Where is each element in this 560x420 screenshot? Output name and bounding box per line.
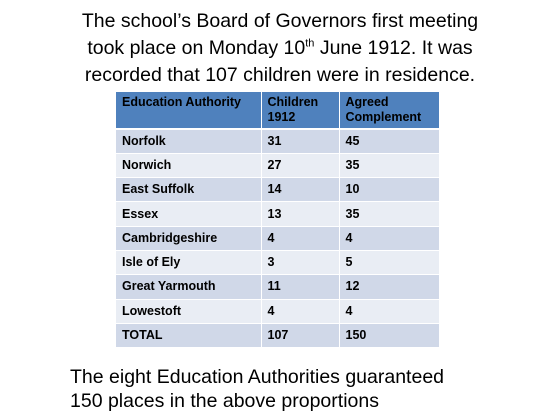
header-agreed-label: Agreed [345,95,389,109]
table-row [116,226,439,250]
agreed-cell: 5 [339,250,439,274]
table-row [116,178,439,202]
header-agreed-complement [339,92,439,129]
total-children-cell: 107 [261,323,339,347]
intro-ordinal-suffix: th [305,37,315,50]
authority-cell: East Suffolk [116,178,261,202]
children-cell: 27 [261,153,339,177]
children-cell: 4 [261,226,339,250]
education-authority-table [116,92,439,348]
header-children-label: Children [267,95,319,109]
intro-line-3: recorded that 107 children were in residence. [84,64,476,86]
header-complement-label: Complement [345,110,422,124]
table-row [116,299,439,323]
authority-cell: Lowestoft [116,299,261,323]
authority-cell: Isle of Ely [116,250,261,274]
agreed-cell: 12 [339,275,439,299]
total-label-cell: TOTAL [116,323,261,347]
outro-line-1: The eight Education Authorities guaranteed [70,366,445,388]
outro-line-2: 150 places in the above proportions [70,390,379,412]
header-children-1912 [261,92,339,129]
table-header-row [116,92,439,129]
table-row [116,275,439,299]
intro-paragraph [60,8,500,89]
authority-cell: Essex [116,202,261,226]
children-cell: 3 [261,250,339,274]
children-cell: 11 [261,275,339,299]
agreed-cell: 45 [339,129,439,153]
authority-cell: Norfolk [116,129,261,153]
total-agreed-cell: 150 [339,323,439,347]
children-cell: 14 [261,178,339,202]
authority-cell: Norwich [116,153,261,177]
children-cell: 4 [261,299,339,323]
children-cell: 13 [261,202,339,226]
intro-line-1: The school’s Board of Governors first meeting [81,10,479,32]
agreed-cell: 35 [339,202,439,226]
authority-cell: Cambridgeshire [116,226,261,250]
outro-paragraph [70,365,488,413]
table-row [116,202,439,226]
agreed-cell: 35 [339,153,439,177]
children-cell: 31 [261,129,339,153]
agreed-cell: 10 [339,178,439,202]
header-children-year: 1912 [267,110,296,124]
table-row [116,250,439,274]
table-row [116,129,439,153]
header-authority-label: Education Authority [122,95,241,109]
table-total-row [116,323,439,347]
agreed-cell: 4 [339,226,439,250]
table-row [116,153,439,177]
agreed-cell: 4 [339,299,439,323]
header-education-authority [116,92,261,129]
authority-cell: Great Yarmouth [116,275,261,299]
intro-line-2-start: took place on Monday 10 [87,37,306,59]
intro-line-2-end: June 1912. It was [314,37,473,59]
